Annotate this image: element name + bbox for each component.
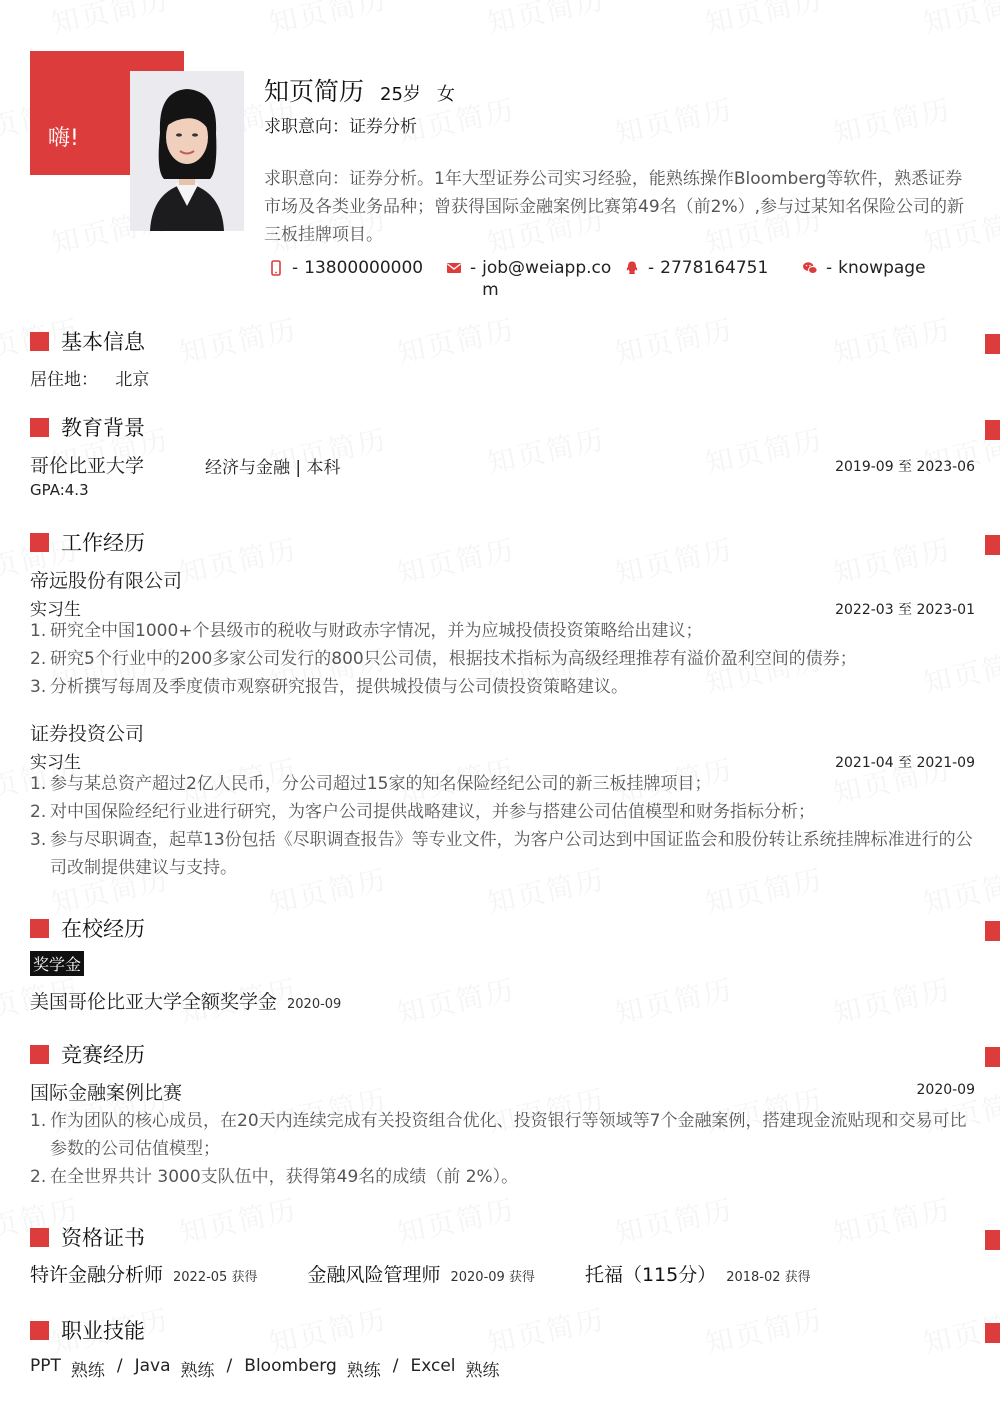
list-item: 2. 对中国保险经纪行业进行研究，为客户公司提供战略建议，并参与搭建公司估值模型和财务指标分析； — [30, 802, 815, 822]
section-skills-label: 职业技能 — [61, 1319, 145, 1343]
education-date: 2019-09 至 2023-06 — [835, 459, 975, 475]
self-intro: 求职意向：证券分析。1年大型证券公司实习经验，能熟练操作Bloomberg等软件，熟悉证券市场及各类业务品种；曾获得国际金融案例比赛第49名（前2%）,参与过某知名保险公司的新三板挂牌项目。 — [264, 169, 965, 245]
name-line — [264, 72, 455, 108]
cert-date: 2020-09 获得 — [450, 1270, 535, 1285]
skill-item: Excel 熟练 — [410, 1356, 500, 1381]
email-value: job@weiapp.co m — [482, 258, 612, 300]
cert-date: 2022-05 获得 — [173, 1270, 258, 1285]
residence-label: 居住地： — [30, 370, 98, 390]
scholarship-title: 美国哥伦比亚大学全额奖学金 — [30, 991, 278, 1013]
section-marker — [30, 418, 49, 437]
work-company: 证券投资公司 — [30, 723, 145, 745]
edge-tab — [985, 420, 1000, 440]
contact-phone[interactable]: - 13800000000 — [268, 257, 423, 279]
list-item: 1. 参与某总资产超过2亿人民币，分公司超过15家的知名保险经纪公司的新三板挂牌项目； — [30, 774, 712, 794]
section-marker — [30, 533, 49, 552]
section-education-title — [30, 412, 145, 442]
wechat-icon — [802, 260, 818, 276]
work-date: 2021-04 至 2021-09 — [835, 755, 975, 771]
cert-name: 金融风险管理师 — [307, 1264, 441, 1286]
edge-tab — [985, 921, 1000, 941]
candidate-name: 知页简历 — [264, 77, 365, 106]
section-skills-title — [30, 1315, 145, 1345]
cert-item — [307, 1260, 534, 1287]
skill-separator: / — [226, 1356, 233, 1376]
work-company: 帝远股份有限公司 — [30, 570, 183, 592]
section-marker — [30, 919, 49, 938]
wechat-value: knowpage — [838, 258, 926, 278]
gpa: GPA:4.3 — [30, 481, 89, 499]
candidate-gender: 女 — [436, 84, 455, 105]
competition-name: 国际金融案例比赛 — [30, 1082, 183, 1104]
cert-name: 特许金融分析师 — [30, 1264, 164, 1286]
section-marker — [30, 1321, 49, 1340]
qq-value: 2778164751 — [660, 258, 769, 278]
list-item: 1. 研究全中国1000+个县级市的税收与财政赤字情况，并为应城投债投资策略给出建议； — [30, 621, 703, 641]
work-duties — [30, 770, 975, 882]
list-item: 2. 研究5个行业中的200多家公司发行的800只公司债，根据技术指标为高级经理推荐有溢价盈利空间的债券； — [30, 649, 857, 669]
work-date: 2022-03 至 2023-01 — [835, 602, 975, 618]
list-item: 3. 参与尽职调查，起草13份包括《尽职调查报告》等专业文件，为客户公司达到中国证监会和股份转让系统挂牌标准进行的公司改制提供建议与支持。 — [30, 830, 973, 878]
phone-value: 13800000000 — [304, 258, 424, 278]
edge-tab — [985, 1323, 1000, 1343]
section-marker — [30, 1045, 49, 1064]
edge-tab — [985, 535, 1000, 555]
residence-value: 北京 — [115, 370, 150, 390]
school-name: 哥伦比亚大学 — [30, 455, 145, 477]
cert-item — [585, 1260, 811, 1287]
skill-item: Bloomberg 熟练 — [244, 1356, 381, 1381]
scholarship-row — [30, 987, 341, 1014]
skill-separator: / — [392, 1356, 399, 1376]
edge-tab — [985, 1047, 1000, 1067]
qq-icon — [624, 260, 640, 276]
section-competition-title — [30, 1039, 145, 1069]
competition-details — [30, 1107, 975, 1191]
work-role: 实习生 — [30, 753, 81, 773]
major-degree: 经济与金融 | 本科 — [205, 458, 341, 478]
section-basic-title — [30, 326, 145, 356]
section-work-title — [30, 527, 145, 557]
skills-list — [30, 1356, 500, 1381]
competition-date: 2020-09 — [916, 1082, 975, 1098]
section-certs-label: 资格证书 — [61, 1226, 145, 1250]
section-marker — [30, 1228, 49, 1247]
section-campus-title — [30, 913, 145, 943]
section-marker — [30, 332, 49, 351]
mail-icon — [446, 260, 462, 276]
contact-email[interactable]: - job@weiapp.co m — [446, 257, 614, 301]
list-item: 1. 作为团队的核心成员，在20天内连续完成有关投资组合优化、投资银行等领域等7个金融案例，搭建现金流贴现和交易可比参数的公司估值模型； — [30, 1111, 967, 1159]
cert-date: 2018-02 获得 — [726, 1270, 811, 1285]
section-competition-label: 竞赛经历 — [61, 1043, 145, 1067]
portrait-image — [130, 71, 244, 231]
job-intent: 求职意向：证券分析 — [264, 117, 417, 137]
list-item: 2. 在全世界共计 3000支队伍中，获得第49名的成绩（前 2%）。 — [30, 1167, 519, 1187]
section-basic-label: 基本信息 — [61, 330, 145, 354]
contact-wechat[interactable]: - knowpage — [802, 257, 926, 279]
skill-item: PPT 熟练 — [30, 1356, 105, 1381]
greeting-text: 嗨! — [48, 126, 79, 151]
cert-item — [30, 1260, 257, 1287]
edge-tab — [985, 1230, 1000, 1250]
skill-separator: / — [116, 1356, 123, 1376]
scholarship-date: 2020-09 — [287, 997, 342, 1012]
scholarship-tag: 奖学金 — [30, 951, 84, 976]
edge-tab — [985, 334, 1000, 354]
section-work-label: 工作经历 — [61, 531, 145, 555]
candidate-age: 25岁 — [380, 84, 421, 105]
work-role: 实习生 — [30, 600, 81, 620]
residence-row — [30, 365, 149, 390]
cert-name: 托福（115分） — [584, 1264, 717, 1286]
phone-icon — [268, 260, 284, 276]
section-education-label: 教育背景 — [61, 416, 145, 440]
skill-item: Java 熟练 — [134, 1356, 215, 1381]
list-item: 3. 分析撰写每周及季度债市观察研究报告，提供城投债与公司债投资策略建议。 — [30, 677, 628, 697]
work-duties — [30, 617, 975, 701]
cert-row — [30, 1260, 861, 1287]
section-certs-title — [30, 1222, 145, 1252]
contact-qq[interactable]: - 2778164751 — [624, 257, 768, 279]
profile-photo — [130, 71, 244, 231]
section-campus-label: 在校经历 — [61, 917, 145, 941]
